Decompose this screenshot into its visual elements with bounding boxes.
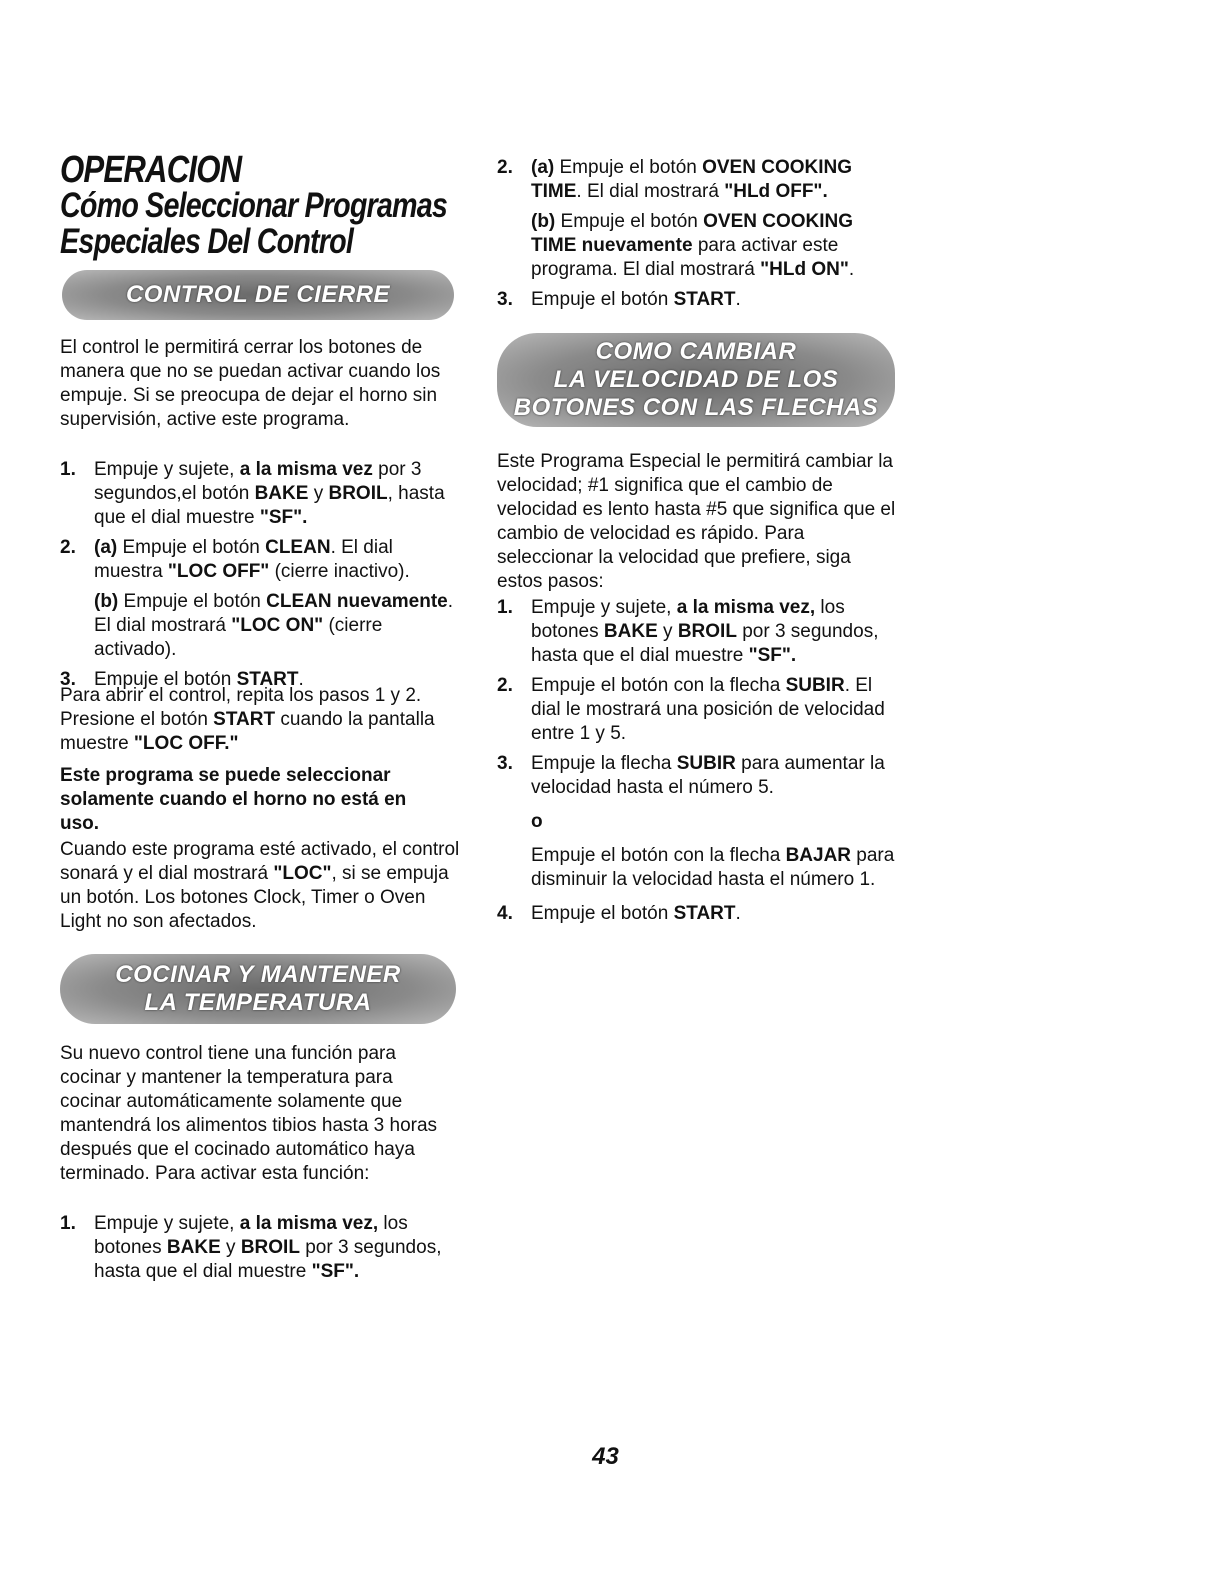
display-code: "LOC ON"	[231, 615, 324, 636]
step-text: por 3 segundos, hasta que el dial muestre	[94, 1237, 442, 1282]
page-subtitle-line1: Cómo Seleccionar Programas	[60, 186, 448, 225]
section3-step-3	[497, 752, 902, 892]
step-text: (cierre inactivo).	[269, 561, 410, 582]
button-name: START	[673, 903, 736, 924]
section1-note: Este programa se puede seleccionar solamente cuando el horno no está en uso.	[60, 765, 407, 834]
step-number: 3.	[497, 753, 513, 774]
banner-line-2: LA TEMPERATURA	[144, 989, 372, 1016]
banner-line-2: LA VELOCIDAD DE LOS	[553, 366, 839, 393]
step-text: Empuje el botón	[555, 211, 704, 232]
page-number: 43	[592, 1443, 619, 1470]
step-emphasis: a la misma vez,	[239, 1213, 379, 1234]
step-text: para disminuir la velocidad hasta el número 1.	[531, 845, 895, 890]
step-number: 2.	[497, 675, 513, 696]
step-text: . El dial muestra	[94, 537, 393, 582]
step-text: Empuje y sujete,	[94, 1213, 240, 1234]
display-code: "SF".	[311, 1261, 360, 1282]
step-text: , hasta que el dial muestre	[94, 483, 445, 528]
page-subtitle-line2: Especiales Del Control	[60, 222, 353, 261]
section2-step-1	[60, 1212, 460, 1284]
step-number: 4.	[497, 903, 513, 924]
step-text: Empuje y sujete,	[94, 459, 240, 480]
step-text: Empuje el botón	[118, 591, 267, 612]
section-banner-cocinar-y-mantener	[60, 954, 456, 1024]
display-code: "LOC OFF"	[167, 561, 270, 582]
step-text: Empuje el botón con la flecha	[531, 675, 786, 696]
step-emphasis: a la misma vez,	[676, 597, 816, 618]
para-text: cuando la pantalla muestre	[60, 709, 435, 754]
section2-steps-right	[497, 156, 902, 318]
step-text: y	[220, 1237, 241, 1258]
button-name: OVEN COOKING TIME nuevamente	[531, 211, 854, 256]
display-code: "HLd ON"	[760, 259, 849, 280]
section1-step-1	[60, 458, 460, 530]
section3-step-3-alt	[531, 844, 902, 892]
display-code: "SF".	[259, 507, 308, 528]
button-name: BROIL	[328, 483, 388, 504]
page-title: OPERACION	[60, 149, 242, 191]
button-name: SUBIR	[785, 675, 845, 696]
step-text: Empuje el botón	[531, 903, 674, 924]
step-text: los botones	[94, 1213, 408, 1258]
display-code: "LOC"	[273, 863, 332, 884]
step-text: .	[735, 903, 741, 924]
step-text: . El dial mostrará	[94, 591, 454, 636]
button-name: CLEAN nuevamente	[266, 591, 448, 612]
section-banner-control-de-cierre	[62, 270, 454, 320]
step-text: . El dial mostrará	[576, 181, 725, 202]
banner-line-1: COCINAR Y MANTENER	[115, 961, 401, 988]
section1-step-2b	[94, 590, 460, 662]
step-text: Empuje el botón con la flecha	[531, 845, 786, 866]
step-text: Empuje la flecha	[531, 753, 677, 774]
section2-step-2	[497, 156, 902, 282]
button-name: BAKE	[603, 621, 658, 642]
display-code: "LOC OFF."	[133, 733, 239, 754]
para-text: Cuando este programa esté activado, el control sonará y el dial mostrará	[60, 839, 460, 884]
section1-intro: El control le permitirá cerrar los botones de manera que no se puedan activar cuando los empuje. Si se preocupa de dejar el horno sin supervisión, active este programa.	[60, 337, 441, 430]
step-number: 1.	[497, 597, 513, 618]
section1-when-active	[60, 838, 460, 934]
banner-label: CONTROL DE CIERRE	[125, 281, 391, 308]
step-text: Empuje el botón	[531, 289, 674, 310]
step-text: y	[657, 621, 678, 642]
step-text: por 3 segundos,el botón	[94, 459, 422, 504]
step-number: 3.	[60, 669, 76, 690]
substep-label: (a)	[531, 157, 555, 178]
step-text: Empuje el botón	[117, 537, 266, 558]
section2-step-2b	[531, 210, 902, 282]
step-text: Empuje el botón	[94, 669, 237, 690]
step-number: 2.	[497, 157, 513, 178]
button-name: START	[213, 709, 276, 730]
section2-intro: Su nuevo control tiene una función para cocinar y mantener la temperatura para cocinar automáticamente solamente que mantendrá los alimentos tibios hasta 3 horas después que el cocinado automático haya terminado. Para activar esta función:	[60, 1043, 438, 1184]
step-text: .	[848, 259, 855, 280]
step-text: Empuje y sujete,	[531, 597, 677, 618]
banner-line-3: BOTONES CON LAS FLECHAS	[513, 394, 879, 421]
button-name: BROIL	[240, 1237, 300, 1258]
section3-steps	[497, 596, 902, 932]
section-banner-como-cambiar-velocidad	[497, 333, 895, 427]
display-code: "HLd OFF".	[724, 181, 828, 202]
section1-open-instructions	[60, 684, 460, 756]
section1-step-2	[60, 536, 460, 662]
button-name: BAJAR	[785, 845, 852, 866]
step-text: (cierre activado).	[94, 615, 383, 660]
step-text: por 3 segundos, hasta que el dial muestre	[531, 621, 879, 666]
button-name: SUBIR	[676, 753, 736, 774]
button-name: BAKE	[254, 483, 309, 504]
step-number: 3.	[497, 289, 513, 310]
section3-step-1	[497, 596, 902, 668]
substep-label: (b)	[531, 211, 556, 232]
section3-step-2	[497, 674, 902, 746]
page-subtitle	[60, 188, 454, 260]
step-or-separator: o	[531, 811, 543, 832]
button-name: CLEAN	[265, 537, 331, 558]
section3-step-4	[497, 902, 902, 926]
step-text: . El dial le mostrará una posición de velocidad entre 1 y 5.	[531, 675, 885, 744]
substep-label: (b)	[94, 591, 119, 612]
para-text: Para abrir el control, repita los pasos 1 y 2. Presione el botón	[60, 685, 422, 730]
step-number: 2.	[60, 537, 76, 558]
step-text: .	[298, 669, 304, 690]
section3-intro: Este Programa Especial le permitirá cambiar la velocidad; #1 significa que el cambio de velocidad es lento hasta #5 que significa que el cambio de velocidad es rápido. Para seleccionar la velocidad que prefiere, siga estos pasos:	[497, 451, 896, 592]
display-code: "SF".	[748, 645, 797, 666]
para-text: , si se empuja un botón. Los botones Clock, Timer o Oven Light no son afectados.	[60, 863, 449, 932]
step-number: 1.	[60, 459, 76, 480]
button-name: BROIL	[677, 621, 737, 642]
step-emphasis: a la misma vez	[239, 459, 373, 480]
banner-line-1: COMO CAMBIAR	[595, 338, 797, 365]
step-text: Empuje el botón	[554, 157, 703, 178]
button-name: OVEN COOKING TIME	[531, 157, 853, 202]
substep-label: (a)	[94, 537, 118, 558]
step-number: 1.	[60, 1213, 76, 1234]
step-text: y	[308, 483, 329, 504]
section1-steps	[60, 458, 460, 698]
section2-steps-left	[60, 1212, 460, 1290]
button-name: START	[236, 669, 299, 690]
step-text: para aumentar la velocidad hasta el número 5.	[531, 753, 885, 798]
section2-step-3	[497, 288, 902, 312]
step-text: .	[735, 289, 741, 310]
button-name: BAKE	[166, 1237, 221, 1258]
button-name: START	[673, 289, 736, 310]
step-text: los botones	[531, 597, 845, 642]
step-text: para activar este programa. El dial mostrará	[531, 235, 839, 280]
